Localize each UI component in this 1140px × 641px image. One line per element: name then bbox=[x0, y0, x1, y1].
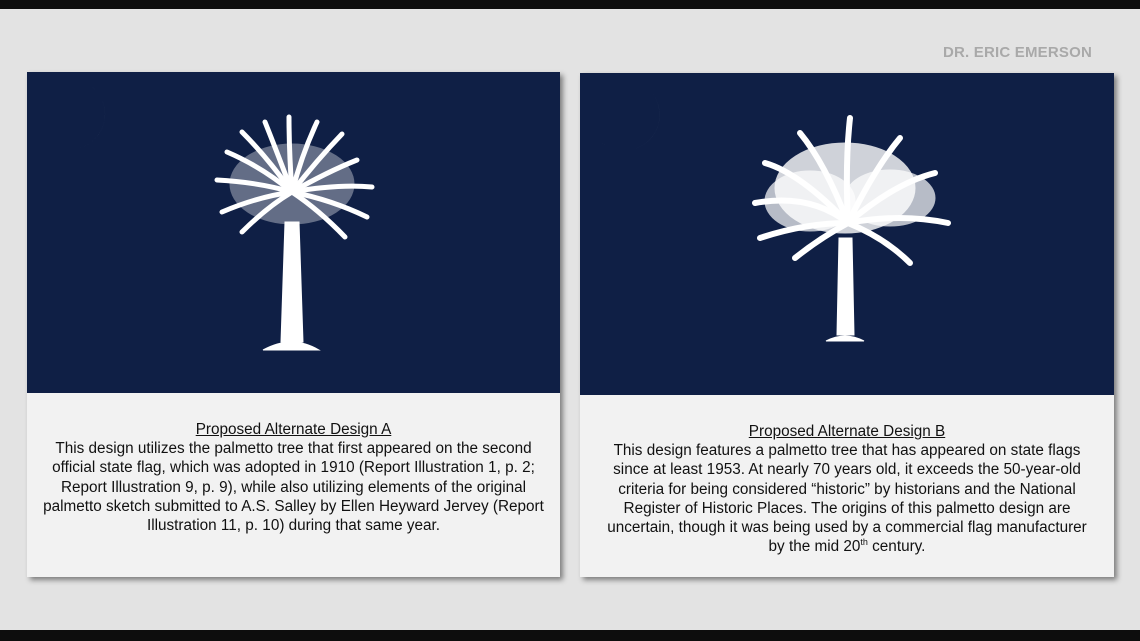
palmetto-tree-icon bbox=[217, 117, 372, 350]
top-letterbox-bar bbox=[0, 0, 1140, 9]
design-b-last-line-post: century. bbox=[867, 538, 926, 556]
design-b-last-line-sup: th bbox=[860, 537, 868, 548]
design-a-line: official state flag, which was adopted in 1910 (Report Illustration 1, p. 2; bbox=[52, 459, 535, 477]
design-b-line: criteria for being considered “historic” by historians and the National bbox=[618, 480, 1076, 498]
design-a-flag bbox=[27, 72, 560, 393]
design-b-line: Register of Historic Places. The origins of this palmetto design are bbox=[623, 499, 1071, 517]
palmetto-tree-icon bbox=[755, 118, 948, 341]
design-a-line: Illustration 11, p. 10) during that same year. bbox=[146, 517, 441, 535]
design-b-last-line bbox=[580, 537, 1114, 556]
credit-label: DR. ERIC EMERSON bbox=[942, 44, 1092, 61]
design-b-line: This design features a palmetto tree that has appeared on state flags bbox=[613, 442, 1081, 460]
design-b-last-line-pre: by the mid 20 bbox=[768, 538, 861, 556]
crescent-moon-icon bbox=[49, 85, 105, 150]
design-b-line: since at least 1953. At nearly 70 years old, it exceeds the 50-year-old bbox=[613, 461, 1081, 479]
design-b-line: uncertain, though it was being used by a commercial flag manufacturer bbox=[607, 519, 1087, 537]
design-a-line: Report Illustration 9, p. 9), while also utilizing elements of the original bbox=[60, 478, 527, 496]
design-a-title: Proposed Alternate Design A bbox=[195, 421, 392, 438]
design-b-card bbox=[580, 73, 1114, 577]
design-a-caption bbox=[27, 420, 560, 535]
bottom-letterbox-bar bbox=[0, 630, 1140, 641]
design-a-line: palmetto sketch submitted to A.S. Salley by Ellen Heyward Jervey (Report bbox=[43, 497, 544, 515]
crescent-moon-icon bbox=[602, 87, 660, 151]
design-b-flag bbox=[580, 73, 1114, 395]
design-a-line: This design utilizes the palmetto tree that first appeared on the second bbox=[55, 440, 532, 458]
design-b-caption bbox=[580, 422, 1114, 556]
design-a-card bbox=[27, 72, 560, 577]
design-b-title: Proposed Alternate Design B bbox=[748, 423, 946, 440]
